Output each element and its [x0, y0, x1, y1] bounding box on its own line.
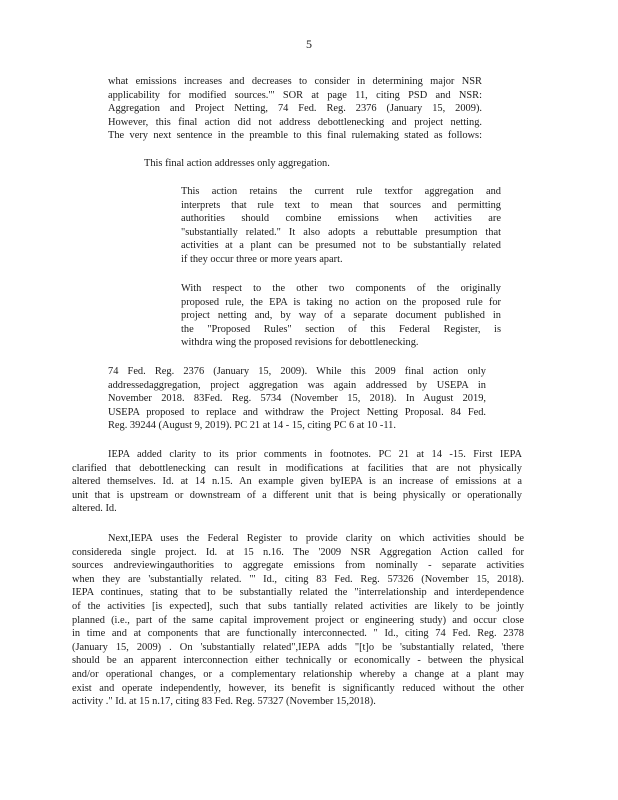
text-line: unit that is upstream or downstream of a different unit that is being physically or operationally [72, 489, 522, 501]
text-line: project netting and, by way of a separate document published in [181, 310, 501, 322]
block-quote-2 [181, 282, 501, 350]
text-line: Next,IEPA uses the Federal Register to provide clarity on which activities should be [108, 533, 524, 544]
paragraph-5 [108, 365, 486, 433]
text-line: withdra wing the proposed revisions for debottlenecking. [181, 337, 419, 349]
text-line: if they occur three or more years apart. [181, 253, 343, 265]
text-line: sources andreviewingauthorities to aggregate emissions from nominally - separate activities [72, 560, 524, 572]
text-line: applicability for modified sources."' SOR at page 11, citing PSD and NSR: [108, 89, 482, 101]
text-line: authorities should combine emissions when activities are [181, 213, 501, 225]
text-line: IEPA continues, stating that to be substantially related the "interrelationship and interdependence [72, 587, 524, 599]
text-line: altered themselves. Id. at 14 n.15. An example given byIEPA is an increase of emissions at a [72, 476, 522, 488]
block-quote-1 [181, 185, 501, 267]
text-line: addressedaggregation, project aggregation was again addressed by USEPA in [108, 379, 486, 391]
text-line: "substantially related." It also adopts a rebuttable presumption that [181, 226, 501, 238]
text-line: planned (i.e., part of the same capital improvement project or engineering study) and occur close [72, 614, 524, 626]
text-line: when they are 'substantially related. "' Id., citing 83 Fed. Reg. 57326 (November 15, 2018). [72, 573, 524, 585]
text-line: and/or operational changes, or a complementary relationship whereby a change at a plant may [72, 668, 524, 680]
text-line: clarified that debottlenecking can result in modifications at facilities that are not physically [72, 462, 522, 474]
paragraph-1 [108, 75, 482, 143]
text-line: the "Proposed Rules" section of this Federal Register, is [181, 323, 501, 335]
text-line: proposed rule, the EPA is taking no action on the proposed rule for [181, 296, 501, 308]
text-line: November 2018. 83Fed. Reg. 5734 (November 15, 2018). In August 2019, [108, 393, 486, 405]
paragraph-2 [144, 157, 484, 171]
text-line: The very next sentence in the preamble to this final rulemaking stated as follows: [108, 130, 482, 142]
text-line: Reg. 39244 (August 9, 2019). PC 21 at 14 - 15, citing PC 6 at 10 -11. [108, 420, 396, 432]
text-line: USEPA proposed to replace and withdraw the Project Netting Proposal. 84 Fed. [108, 406, 486, 418]
text-line: However, this final action did not address debottlenecking and project netting. [108, 116, 482, 128]
text-line: activity ." Id. at 15 n.17, citing 83 Fed. Reg. 57327 (November 15,2018). [72, 696, 376, 708]
text-line: activities at a plant can be presumed not to be substantially related [181, 240, 501, 252]
text-line: altered. Id. [72, 503, 117, 515]
text-line: 74 Fed. Reg. 2376 (January 15, 2009). While this 2009 final action only [108, 366, 486, 377]
text-line: Aggregation and Project Netting, 74 Fed. Reg. 2376 (January 15, 2009). [108, 103, 482, 115]
text-line: With respect to the other two components of the originally [181, 283, 501, 294]
paragraph-6 [72, 448, 522, 516]
text-line: what emissions increases and decreases to consider in determining major NSR [108, 76, 482, 87]
text-line: This final action addresses only aggregation. [144, 158, 330, 169]
text-line: interprets that rule text to mean that sources and permitting [181, 199, 501, 211]
paragraph-7 [72, 532, 524, 709]
text-line: exist and operate independently, however, its benefit is significantly reduced without the other [72, 682, 524, 694]
text-line: in time and at components that are functionally interconnected. " Id., citing 74 Fed. Reg. 2378 [72, 628, 524, 640]
text-line: considereda single project. Id. at 15 n.16. The '2009 NSR Aggregation Action called for [72, 546, 524, 558]
text-line: should be an apparent interconnection either technically or economically - between the physical [72, 655, 524, 667]
page-number: 5 [306, 37, 312, 51]
text-line: This action retains the current rule textfor aggregation and [181, 186, 501, 197]
text-line: of the activities [is expected], such that subs tantially related activities are likely to be jointly [72, 600, 524, 612]
text-line: IEPA added clarity to its prior comments in footnotes. PC 21 at 14 -15. First IEPA [108, 449, 522, 460]
text-line: (January 15, 2009) . On 'substantially related",IEPA adds "[t]o be 'substantially related, 'there [72, 641, 524, 653]
